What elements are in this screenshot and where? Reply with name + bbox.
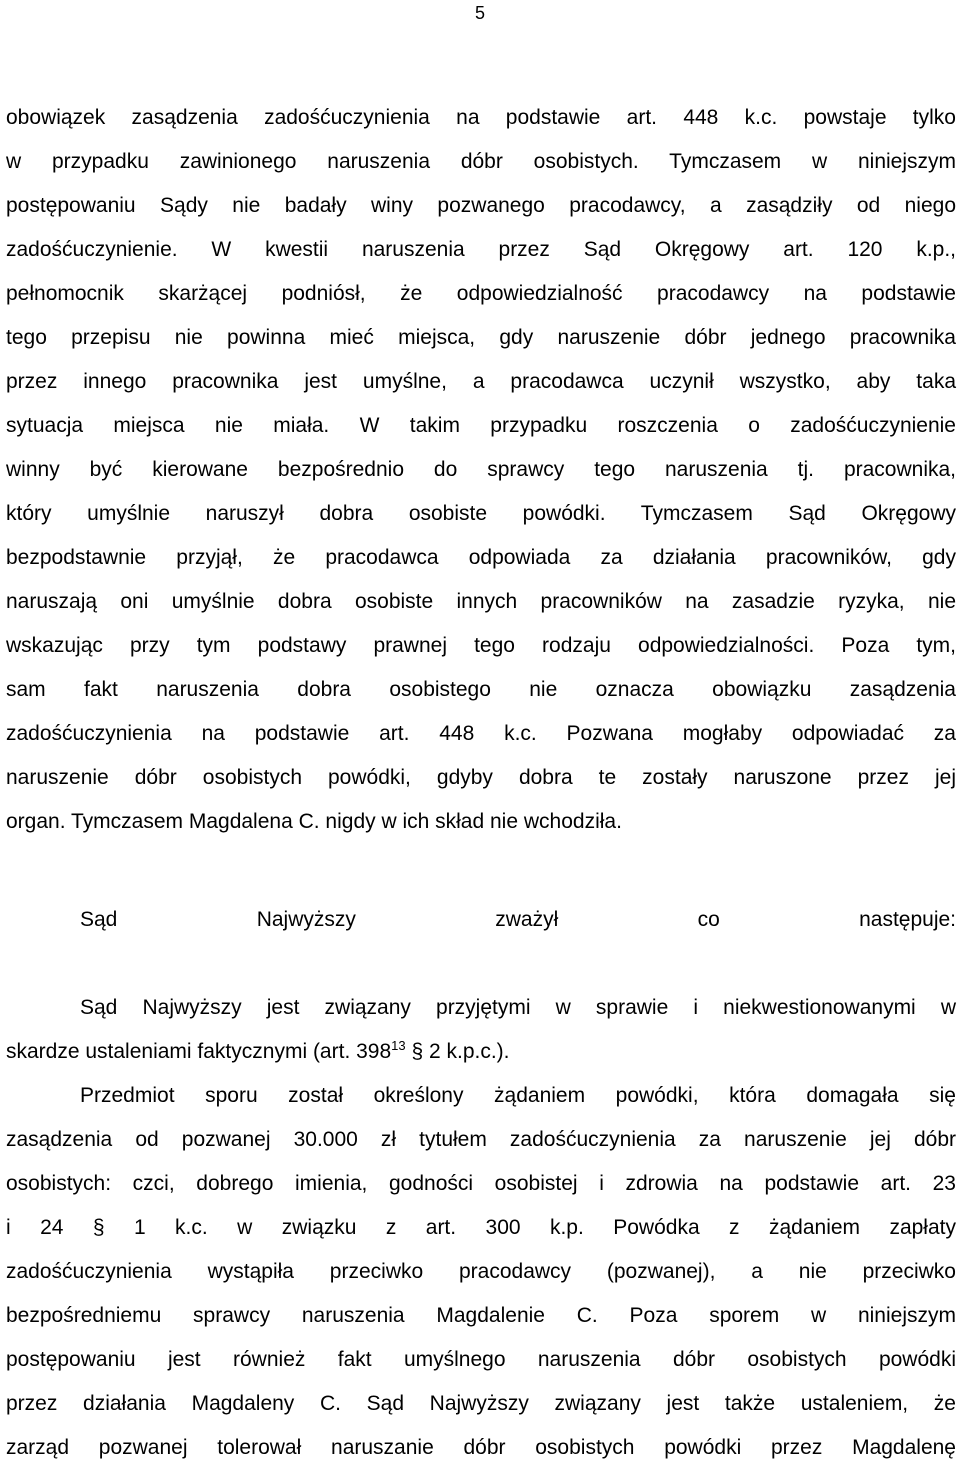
- text-line: Przedmiot sporu został określony żądaniem powódki, która domagała się: [80, 1084, 956, 1107]
- text-line: zadośćuczynienie. W kwestii naruszenia przez Sąd Okręgowy art. 120 k.p.,: [6, 238, 956, 261]
- text-line: wskazując przy tym podstawy prawnej tego rodzaju odpowiedzialności. Poza tym,: [6, 634, 956, 657]
- text-line: w przypadku zawinionego naruszenia dóbr osobistych. Tymczasem w niniejszym: [6, 150, 956, 173]
- paragraph-subject-of-dispute: [6, 1074, 956, 1470]
- text-line: naruszają oni umyślnie dobra osobiste innych pracowników na zasadzie ryzyka, nie: [6, 590, 956, 613]
- paragraph-binding-findings: [6, 986, 956, 1074]
- text-segment: skardze ustaleniami faktycznymi (art. 398: [6, 1040, 392, 1063]
- section-heading: Sąd Najwyższy zważył co następuje:: [80, 908, 956, 931]
- text-line: [6, 1030, 956, 1074]
- text-line: tego przepisu nie powinna mieć miejsca, gdy naruszenie dóbr jednego pracownika: [6, 326, 956, 349]
- text-line: zadośćuczynienia na podstawie art. 448 k.c. Pozwana mogłaby odpowiadać za: [6, 722, 956, 745]
- text-line: bezpośredniemu sprawcy naruszenia Magdalenie C. Poza sporem w niniejszym: [6, 1304, 956, 1327]
- text-line: przez działania Magdaleny C. Sąd Najwyższy związany jest także ustaleniem, że: [6, 1392, 956, 1415]
- text-line: pełnomocnik skarżącej podniósł, że odpowiedzialność pracodawcy na podstawie: [6, 282, 956, 305]
- superscript: 13: [391, 1038, 406, 1053]
- text-line: winny być kierowane bezpośrednio do sprawcy tego naruszenia tj. pracownika,: [6, 458, 956, 481]
- paragraph-continuation: [6, 96, 956, 844]
- section-heading-block: [6, 898, 956, 942]
- text-line: postępowaniu jest również fakt umyślnego naruszenia dóbr osobistych powódki: [6, 1348, 956, 1371]
- text-line: Sąd Najwyższy jest związany przyjętymi w sprawie i niekwestionowanymi w: [80, 996, 956, 1019]
- text-line: obowiązek zasądzenia zadośćuczynienia na podstawie art. 448 k.c. powstaje tylko: [6, 106, 956, 129]
- text-line: który umyślnie naruszył dobra osobiste powódki. Tymczasem Sąd Okręgowy: [6, 502, 956, 525]
- page-number: 5: [474, 3, 485, 23]
- text-line: zasądzenia od pozwanej 30.000 zł tytułem zadośćuczynienia za naruszenie jej dóbr: [6, 1128, 956, 1151]
- text-line: i 24 § 1 k.c. w związku z art. 300 k.p. Powódka z żądaniem zapłaty: [6, 1216, 956, 1239]
- text-line: organ. Tymczasem Magdalena C. nigdy w ich skład nie wchodziła.: [6, 810, 622, 833]
- text-line: naruszenie dóbr osobistych powódki, gdyby dobra te zostały naruszone przez jej: [6, 766, 956, 789]
- text-line: zadośćuczynienia wystąpiła przeciwko pracodawcy (pozwanej), a nie przeciwko: [6, 1260, 956, 1283]
- text-line: sytuacja miejsca nie miała. W takim przypadku roszczenia o zadośćuczynienie: [6, 414, 956, 437]
- text-line: postępowaniu Sądy nie badały winy pozwanego pracodawcy, a zasądziły od niego: [6, 194, 956, 217]
- text-line: sam fakt naruszenia dobra osobistego nie oznacza obowiązku zasądzenia: [6, 678, 956, 701]
- text-line: zarząd pozwanej tolerował naruszanie dóbr osobistych powódki przez Magdalenę: [6, 1436, 956, 1459]
- text-segment: § 2 k.p.c.).: [411, 1040, 510, 1063]
- text-line: bezpodstawnie przyjął, że pracodawca odpowiada za działania pracowników, gdy: [6, 546, 956, 569]
- text-line: przez innego pracownika jest umyślne, a pracodawca uczynił wszystko, aby taka: [6, 370, 956, 393]
- text-line: osobistych: czci, dobrego imienia, godności osobistej i zdrowia na podstawie art. 23: [6, 1172, 956, 1195]
